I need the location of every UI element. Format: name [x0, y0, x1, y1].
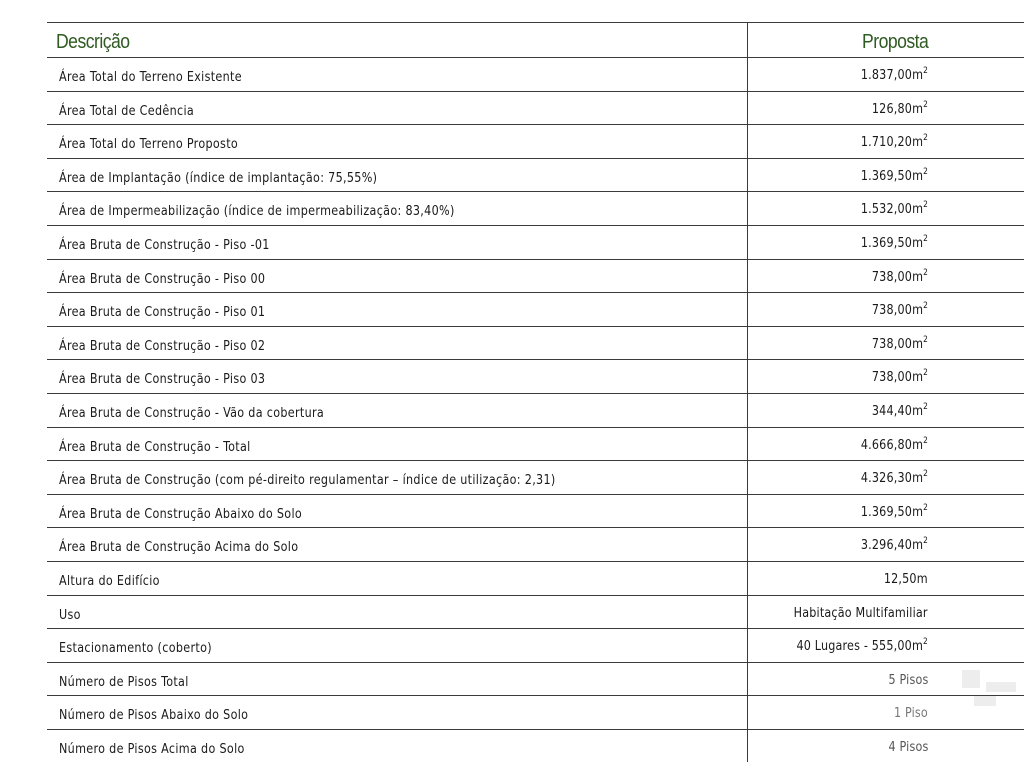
table-row — [47, 92, 1024, 126]
row-value — [861, 201, 928, 217]
row-description: Área Total do Terreno Existente — [59, 69, 242, 85]
table-row — [47, 125, 1024, 159]
table-row — [47, 58, 1024, 92]
row-value — [884, 571, 928, 587]
table-row — [47, 159, 1024, 193]
header-proposal: Proposta — [861, 31, 928, 53]
row-value-number: 5 Pisos — [887, 671, 928, 688]
row-description: Área Bruta de Construção (com pé-direito regulamentar – índice de utilização: 2,31) — [59, 472, 556, 489]
row-description: Área Bruta de Construção - Piso 01 — [59, 304, 266, 321]
row-description: Número de Pisos Total — [59, 673, 189, 690]
table-row — [47, 528, 1024, 562]
row-value — [861, 437, 928, 453]
table-row — [47, 562, 1024, 596]
row-value — [888, 672, 928, 688]
row-value-number: 1.369,50 — [860, 167, 912, 184]
row-value-number: 1.837,00 — [860, 67, 912, 83]
table-row — [47, 260, 1024, 294]
row-value-number: 1.710,20 — [860, 134, 912, 151]
table-row — [47, 596, 1024, 630]
row-value — [861, 134, 928, 150]
row-value — [861, 168, 928, 184]
row-value-unit: m — [911, 134, 924, 151]
area-table — [47, 22, 1024, 762]
row-description: Área de Implantação (índice de implantação: 75,55%) — [59, 169, 378, 186]
row-value-number: Habitação Multifamiliar — [793, 604, 928, 621]
row-value-number: 3.296,40 — [860, 537, 912, 554]
row-value-unit: m — [911, 67, 924, 83]
row-value-exponent: 2 — [923, 301, 928, 312]
table-body — [47, 58, 1024, 762]
row-value-number: 738,00 — [871, 369, 912, 386]
table-row — [47, 327, 1024, 361]
row-value-exponent: 2 — [923, 637, 928, 648]
table-row — [47, 696, 1024, 730]
row-value-exponent: 2 — [923, 334, 928, 345]
row-value-exponent: 2 — [923, 536, 928, 547]
row-value-unit: m — [911, 201, 924, 218]
row-description: Área Bruta de Construção Abaixo do Solo — [59, 505, 303, 522]
table-row — [47, 192, 1024, 226]
row-value-exponent: 2 — [923, 66, 928, 76]
row-value-unit: m — [911, 100, 924, 117]
row-value — [872, 369, 928, 385]
row-value-exponent: 2 — [923, 200, 928, 211]
row-description: Área Total do Terreno Proposto — [59, 136, 239, 153]
row-value — [872, 302, 928, 318]
row-value-unit: m — [911, 537, 924, 554]
row-value-unit: m — [911, 638, 924, 655]
row-value — [861, 537, 928, 553]
row-value-exponent: 2 — [923, 435, 928, 446]
table-row — [47, 495, 1024, 529]
row-value-unit: m — [911, 234, 924, 251]
row-value — [796, 638, 928, 654]
row-description: Número de Pisos Abaixo do Solo — [59, 707, 249, 724]
row-value-number: 738,00 — [871, 268, 912, 285]
row-value-exponent: 2 — [923, 166, 928, 177]
row-description: Área Bruta de Construção - Piso 03 — [59, 371, 266, 388]
header-description: Descrição — [56, 31, 130, 53]
row-description: Área Bruta de Construção - Total — [59, 438, 251, 455]
table-row — [47, 663, 1024, 697]
table-row — [47, 226, 1024, 260]
table-row — [47, 629, 1024, 663]
row-description: Número de Pisos Acima do Solo — [59, 740, 245, 757]
row-description: Área Bruta de Construção - Piso 00 — [59, 270, 266, 287]
table-header — [47, 23, 1024, 58]
row-value-unit: m — [911, 335, 924, 352]
row-value-exponent: 2 — [923, 368, 928, 379]
row-value-exponent: 2 — [923, 401, 928, 412]
table-row — [47, 461, 1024, 495]
row-value-number: 40 Lugares - 555,00 — [796, 638, 912, 655]
row-description: Uso — [59, 606, 81, 623]
row-value-number: 126,80 — [871, 100, 912, 117]
table-row — [47, 394, 1024, 428]
row-value — [861, 504, 928, 520]
row-value-number: 4 Pisos — [887, 738, 928, 755]
row-value-exponent: 2 — [923, 99, 928, 110]
row-value — [861, 67, 928, 83]
row-value — [888, 739, 928, 755]
row-value-number: 1 Piso — [894, 705, 928, 722]
table-row — [47, 360, 1024, 394]
row-description: Área Total de Cedência — [59, 102, 195, 119]
row-value — [872, 101, 928, 117]
row-value — [872, 336, 928, 352]
row-value-number: 12,50m — [884, 570, 928, 587]
row-value — [872, 403, 928, 419]
row-value-number: 1.532,00 — [860, 201, 912, 218]
row-description: Área de Impermeabilização (índice de impermeabilização: 83,40%) — [59, 203, 455, 220]
row-value-number: 1.369,50 — [860, 234, 912, 251]
row-value-unit: m — [911, 369, 924, 386]
row-value-number: 4.326,30 — [860, 470, 912, 487]
table-row — [47, 428, 1024, 462]
row-value-number: 738,00 — [871, 302, 912, 319]
row-description: Área Bruta de Construção - Piso 02 — [59, 337, 266, 354]
row-value-unit: m — [911, 167, 924, 184]
row-value — [894, 705, 928, 721]
row-description: Altura do Edifício — [59, 572, 160, 589]
row-value-unit: m — [911, 302, 924, 319]
row-value-number: 738,00 — [871, 335, 912, 352]
row-value-number: 344,40 — [871, 402, 912, 419]
watermark-logo — [954, 660, 1024, 720]
row-value-unit: m — [911, 503, 924, 520]
row-description: Área Bruta de Construção - Vão da cobertura — [59, 404, 325, 421]
row-value-exponent: 2 — [923, 469, 928, 480]
row-description: Área Bruta de Construção - Piso -01 — [59, 236, 270, 253]
row-value-number: 4.666,80 — [860, 436, 912, 453]
row-value-exponent: 2 — [923, 267, 928, 278]
row-value-number: 1.369,50 — [860, 503, 912, 520]
row-value-unit: m — [911, 436, 924, 453]
row-value-unit: m — [911, 470, 924, 487]
row-value — [872, 269, 928, 285]
row-value-exponent: 2 — [923, 233, 928, 244]
row-value — [861, 235, 928, 251]
row-value-exponent: 2 — [923, 502, 928, 513]
row-value-exponent: 2 — [923, 133, 928, 144]
table-row — [47, 293, 1024, 327]
table-row — [47, 730, 1024, 762]
row-value — [861, 470, 928, 486]
row-value-unit: m — [911, 402, 924, 419]
row-description: Área Bruta de Construção Acima do Solo — [59, 539, 299, 556]
row-description: Estacionamento (coberto) — [59, 640, 212, 657]
row-value — [794, 605, 928, 621]
row-value-unit: m — [911, 268, 924, 285]
